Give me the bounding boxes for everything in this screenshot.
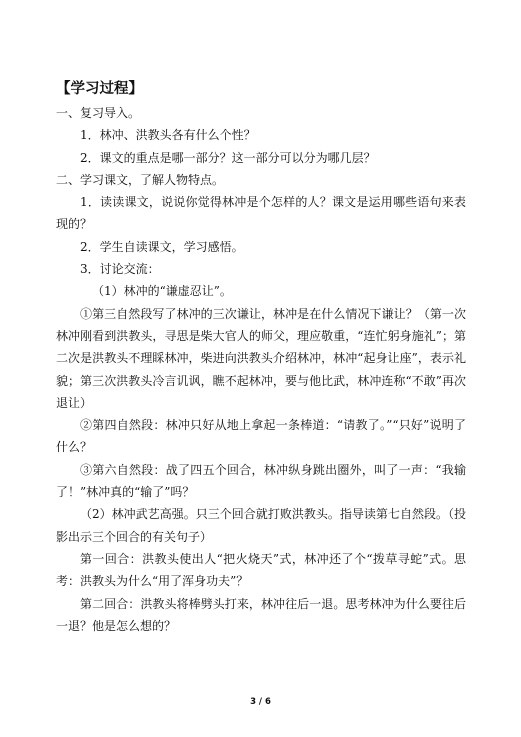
round-1: 第一回合：洪教头使出人“把火烧天”式，林冲还了个“拨草寻蛇”式。思考：洪教头为什么“用了浑身功夫”？ [56, 551, 466, 589]
question-2: 2．课文的重点是哪一部分？这一部分可以分为哪几层？ [80, 150, 376, 165]
part-two-title: 二、学习课文，了解人物特点。 [56, 172, 225, 187]
subtopic-2: （2）林冲武艺高强。只三个回合就打败洪教头。指导读第七自然段。（投影出示三个回合的有关句子） [56, 507, 466, 544]
point-2: ②第四自然段：林冲只好从地上拿起一条棒道：“请教了。”“只好”说明了什么？ [56, 418, 466, 455]
step-3: 3．讨论交流： [80, 262, 160, 277]
part-one-title: 一、复习导入。 [56, 106, 141, 120]
point-1: ①第三自然段写了林冲的三次谦让，林冲是在什么情况下谦让？（第一次林冲刚看到洪教头，寻思是柴大官人的师父，理应敬重，“连忙躬身施礼”；第二次是洪教头不理睬林冲，柴进向洪教头介绍林冲，林冲“起身让座”，表示礼貌；第三次洪教头冷言讥讽，瞧不起林冲，要与他比武，林冲连称“不敢”再次退让） [56, 306, 466, 410]
question-1: 1．林冲、洪教头各有什么个性？ [80, 128, 256, 143]
step-2: 2．学生自读课文，学习感悟。 [80, 239, 244, 254]
point-3: ③第六自然段：战了四五个回合，林冲纵身跳出圈外，叫了一声：“我输了！”林冲真的“输了”吗？ [56, 462, 466, 500]
page-number: 3 / 6 [250, 697, 271, 707]
round-2: 第二回合：洪教头将棒劈头打来，林冲往后一退。思考林冲为什么要往后一退？他是怎么想的？ [56, 596, 466, 633]
section-heading: 【学习过程】 [56, 81, 143, 97]
step-1: 1．读读课文，说说你觉得林冲是个怎样的人？课文是运用哪些语句来表现的？ [56, 195, 466, 232]
subtopic-1: （1）林冲的“谦虚忍让”。 [92, 284, 232, 299]
document-body [56, 78, 466, 637]
